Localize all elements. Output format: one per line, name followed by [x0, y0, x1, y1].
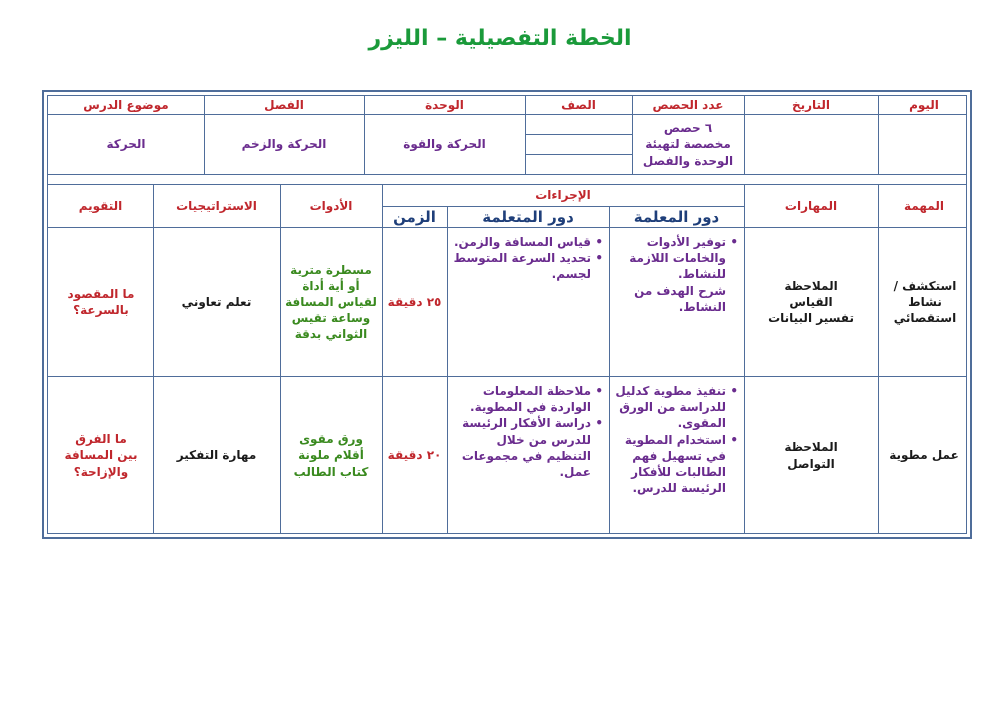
row2-teacher-item: • تنفيذ مطوية كدليل للدراسة من الورق المقوى. — [614, 383, 726, 432]
col-strategies-header: الاستراتيجيات — [176, 198, 257, 213]
lesson-plan-table — [42, 90, 972, 539]
row2-teacher-role — [614, 383, 740, 531]
header-grade-label: الصف — [561, 97, 596, 112]
row2-strategy: مهارة التفكير — [176, 448, 257, 463]
col-student-role-header: دور المتعلمة — [482, 207, 574, 226]
row1-student-item: • تحديد السرعة المتوسط لجسم. — [452, 250, 591, 282]
col-skills-header: المهارات — [784, 198, 838, 213]
row1-time: ٢٥ دقيقة — [387, 294, 442, 309]
row2-time: ٢٠ دقيقة — [387, 448, 442, 463]
page-title: الخطة التفصيلية – الليزر — [368, 26, 632, 51]
header-unit-value: الحركة والقوة — [403, 137, 486, 152]
row1-task: استكشف / نشاط استقصائي — [893, 278, 957, 326]
col-teacher-role-header: دور المعلمة — [633, 207, 720, 226]
header-day-label: اليوم — [909, 97, 939, 112]
row1-evaluation: ما المقصود بالسرعة؟ — [67, 286, 135, 317]
row2-task: عمل مطوية — [889, 448, 959, 463]
row2-student-item: • ملاحظة المعلومات الواردة في المطوية. — [452, 383, 591, 415]
row1-teacher-item: • توفير الأدوات والخامات اللازمة للنشاط. شرح الهدف من النشاط. — [614, 234, 726, 315]
header-chapter-value: الحركة والزخم — [241, 137, 327, 152]
row2-tools: ورق مقوى أقلام ملونة كتاب الطالب — [293, 432, 369, 479]
row2-skills: الملاحظة التواصل — [784, 440, 838, 471]
header-periods-label: عدد الحصص — [652, 97, 724, 112]
row1-student-item: • قياس المسافة والزمن. — [452, 234, 591, 250]
row1-strategy: تعلم تعاوني — [181, 294, 252, 309]
col-time-header: الزمن — [393, 207, 436, 226]
header-unit-label: الوحدة — [425, 97, 464, 112]
row2-evaluation: ما الفرق بين المسافة والإزاحة؟ — [64, 432, 138, 479]
header-date-label: التاريخ — [791, 97, 831, 112]
row2-teacher-item: • استخدام المطوية في تسهيل فهم الطالبات للأفكار الرئيسة للدرس. — [614, 432, 726, 497]
col-evaluation-header: التقويم — [78, 198, 123, 213]
row2-student-role — [452, 383, 605, 531]
col-tools-header: الأدوات — [309, 198, 353, 213]
header-topic-value: الحركة — [106, 137, 146, 152]
row1-skills: الملاحظة القياس تفسير البيانات — [768, 278, 854, 326]
row1-student-role — [452, 234, 605, 374]
header-chapter-label: الفصل — [264, 97, 304, 112]
row1-tools: مسطرة مترية أو أية أداة لقياس المسافة وساعة تقيس الثواني بدقة — [285, 262, 377, 342]
table-inner — [47, 95, 967, 534]
col-procedures-header: الإجراءات — [535, 188, 591, 203]
row1-teacher-role — [614, 234, 740, 374]
row2-student-item: • دراسة الأفكار الرئيسة للدرس من خلال التنظيم في مجموعات عمل. — [452, 415, 591, 480]
header-topic-label: موضوع الدرس — [83, 97, 169, 112]
col-task-header: المهمة — [904, 198, 944, 213]
header-periods-value: ٦ حصص مخصصة لتهيئة الوحدة والفصل — [642, 121, 734, 168]
